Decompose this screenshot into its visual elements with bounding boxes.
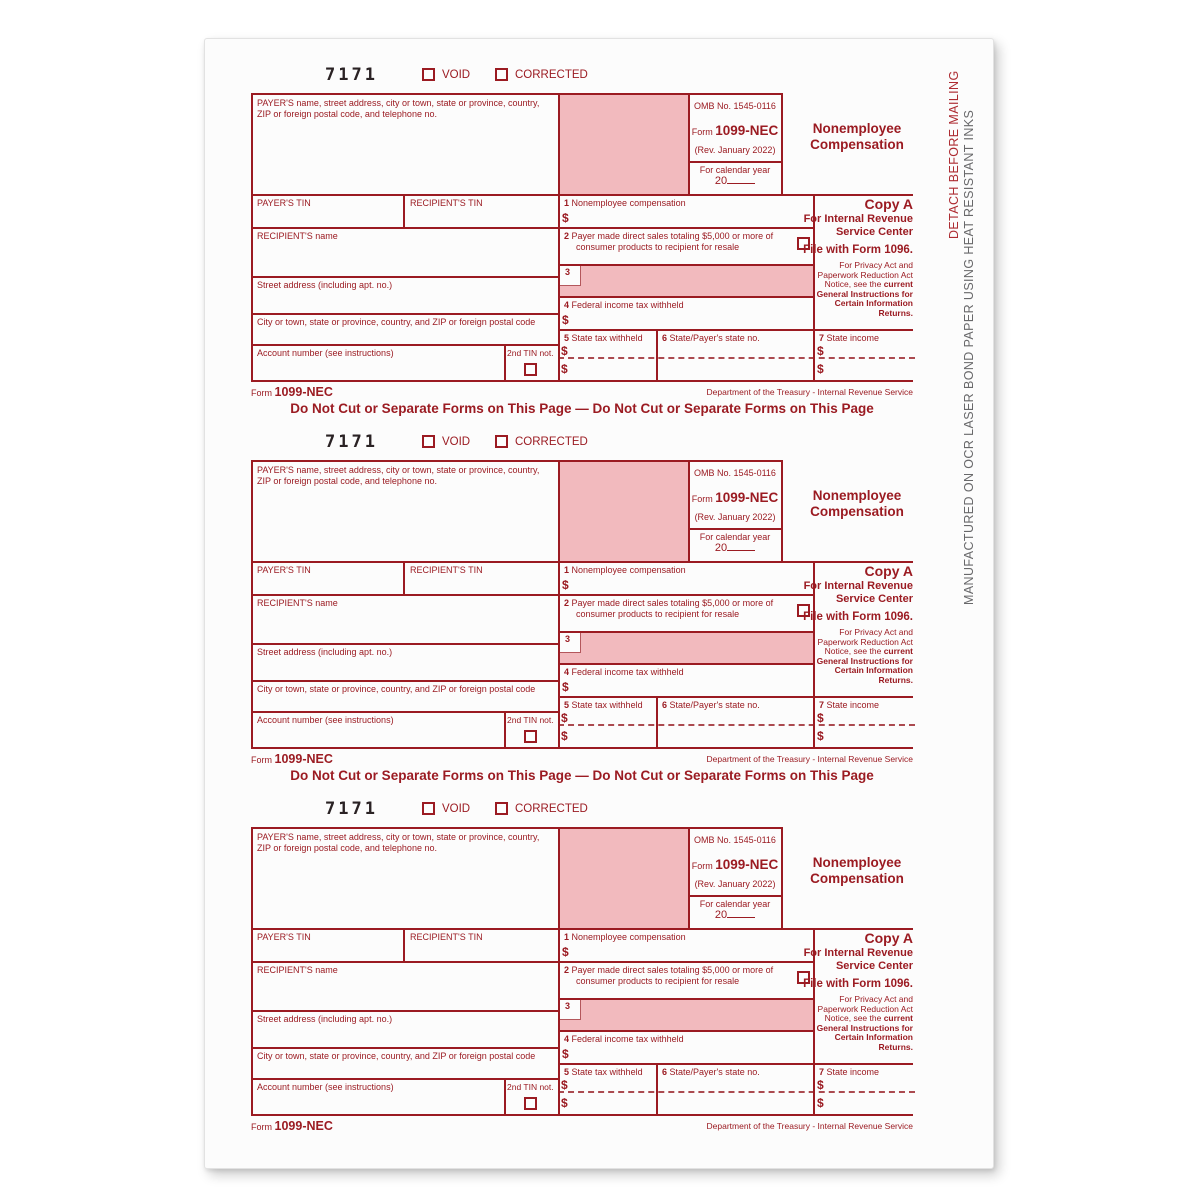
form-number-header xyxy=(688,123,782,138)
box1-number: 1 xyxy=(564,932,570,942)
box3-pink-band xyxy=(558,631,813,663)
footer-form-number: 1099-NEC xyxy=(274,752,333,766)
privacy-act-notice xyxy=(801,261,913,318)
header-pink-box xyxy=(558,827,688,928)
privacy-line3: Notice, see the xyxy=(824,279,884,289)
revision-date: (Rev. January 2022) xyxy=(694,145,776,155)
box5-box6-divider xyxy=(656,329,658,380)
void-checkbox[interactable] xyxy=(422,68,435,81)
box7-dollar-top[interactable]: $ xyxy=(817,1078,824,1092)
box7-dollar-top[interactable]: $ xyxy=(817,711,824,725)
copy-a-line2: Service Center xyxy=(835,593,913,605)
form-number-text: 1099-NEC xyxy=(715,857,779,872)
tin2-checkbox[interactable] xyxy=(524,1097,537,1110)
title-line2: Compensation xyxy=(810,137,904,152)
tin-divider xyxy=(403,928,405,961)
box1-label xyxy=(564,198,686,209)
name-row-bottom xyxy=(251,643,560,645)
box6-label xyxy=(662,1067,760,1078)
box1-text: Nonemployee compensation xyxy=(571,932,686,942)
box4-label xyxy=(564,1034,684,1045)
middle-column-left xyxy=(558,827,560,1114)
city-row-bottom xyxy=(251,344,560,346)
tin2-checkbox[interactable] xyxy=(524,730,537,743)
tin2-label: 2nd TIN not. xyxy=(507,348,554,358)
box5-dollar-top[interactable]: $ xyxy=(561,344,568,358)
box5-label xyxy=(564,700,643,711)
footer-form-number: 1099-NEC xyxy=(274,1119,333,1133)
file-with-1096: File with Form 1096. xyxy=(803,244,913,256)
box7-text: State income xyxy=(826,700,880,710)
city-label: City or town, state or province, country, and ZIP or foreign postal code xyxy=(257,684,536,694)
account-number-label: Account number (see instructions) xyxy=(257,1082,394,1092)
privacy-line2: Paperwork Reduction Act xyxy=(817,1003,913,1014)
box4-label xyxy=(564,300,684,311)
box2-label-line1 xyxy=(564,965,773,976)
border-left xyxy=(251,827,253,1114)
box4-number: 4 xyxy=(564,300,570,310)
do-not-cut-separator: Do Not Cut or Separate Forms on This Page — Do Not Cut or Separate Forms on This Page xyxy=(290,401,874,416)
form-title xyxy=(801,855,913,887)
border-left xyxy=(251,460,253,747)
street-address-label: Street address (including apt. no.) xyxy=(257,1014,393,1024)
form-number-text: 1099-NEC xyxy=(715,490,779,505)
calendar-cell-top xyxy=(688,161,783,163)
box4-text: Federal income tax withheld xyxy=(571,667,684,677)
border-top xyxy=(251,827,783,829)
recipient-name-label: RECIPIENT'S name xyxy=(257,598,338,608)
box1-text: Nonemployee compensation xyxy=(571,565,686,575)
box3-pink-band xyxy=(558,264,813,296)
form-bottom xyxy=(251,380,913,382)
void-checkbox[interactable] xyxy=(422,435,435,448)
void-label: VOID xyxy=(442,69,471,81)
title-line2: Compensation xyxy=(810,504,904,519)
box1-number: 1 xyxy=(564,198,570,208)
box2-bottom xyxy=(558,264,815,266)
box7-label xyxy=(819,333,879,344)
box7-number: 7 xyxy=(819,1067,825,1077)
account-number-label: Account number (see instructions) xyxy=(257,348,394,358)
recipient-name-label: RECIPIENT'S name xyxy=(257,965,338,975)
box5-number: 5 xyxy=(564,333,570,343)
box3-number: 3 xyxy=(565,267,571,277)
box4-dollar-sign[interactable]: $ xyxy=(562,1047,569,1061)
corrected-label: CORRECTED xyxy=(515,803,588,815)
tin2-cell-divider xyxy=(504,344,506,380)
copy-a-title: Copy A xyxy=(864,563,913,579)
calendar-year-blank[interactable] xyxy=(727,917,755,918)
box5-dollar-top[interactable]: $ xyxy=(561,711,568,725)
state-row-dashed-divider xyxy=(558,724,915,726)
street-row-bottom xyxy=(251,313,560,315)
form-1099-nec-copy xyxy=(205,430,993,790)
state-row-dashed-divider xyxy=(558,357,915,359)
box7-dollar-bottom[interactable]: $ xyxy=(817,362,824,376)
corrected-label: CORRECTED xyxy=(515,436,588,448)
tin-divider xyxy=(403,194,405,227)
privacy-line5: Certain Information xyxy=(834,1032,913,1042)
calendar-year-20: 20 xyxy=(714,909,728,921)
box2-text-1: Payer made direct sales totaling $5,000 or more of xyxy=(571,231,774,241)
form-number-text: 1099-NEC xyxy=(715,123,779,138)
form-bottom xyxy=(251,747,913,749)
box4-number: 4 xyxy=(564,1034,570,1044)
form-bottom xyxy=(251,1114,913,1116)
revision-date: (Rev. January 2022) xyxy=(694,879,776,889)
title-line2: Compensation xyxy=(810,871,904,886)
privacy-line4: General Instructions for xyxy=(816,1022,913,1033)
copy-a-destination xyxy=(803,580,913,606)
box5-box6-divider xyxy=(656,1063,658,1114)
box4-number: 4 xyxy=(564,667,570,677)
footer-department: Department of the Treasury - Internal Revenue Service xyxy=(706,754,913,764)
footer-form-word: Form xyxy=(251,755,272,765)
payer-tin-label: PAYER'S TIN xyxy=(257,932,311,942)
manufactured-ocr-paper-vertical-text: MANUFACTURED ON OCR LASER BOND PAPER USING HEAT RESISTANT INKS xyxy=(962,109,976,605)
box4-dollar-sign[interactable]: $ xyxy=(562,680,569,694)
account-number-label: Account number (see instructions) xyxy=(257,715,394,725)
form-word: Form xyxy=(691,861,713,871)
recipient-tin-label: RECIPIENT'S TIN xyxy=(410,198,483,208)
box2-number: 2 xyxy=(564,598,570,608)
box3-number: 3 xyxy=(565,1001,571,1011)
box2-label-line2: consumer products to recipient for resale xyxy=(576,976,740,986)
border-left xyxy=(251,93,253,380)
copy-a-destination xyxy=(803,213,913,239)
privacy-line4: General Instructions for xyxy=(816,288,913,299)
payer-name-label: PAYER'S name, street address, city or town, state or province, country, ZIP or foreign postal code, and telephone no. xyxy=(257,832,540,853)
recipient-name-label: RECIPIENT'S name xyxy=(257,231,338,241)
privacy-line6: Returns. xyxy=(878,674,913,685)
copy-a-line1: For Internal Revenue xyxy=(803,213,913,225)
copy-a-line1: For Internal Revenue xyxy=(803,947,913,959)
box1-dollar-sign[interactable]: $ xyxy=(562,945,569,959)
detach-before-mailing-vertical-text: DETACH BEFORE MAILING xyxy=(947,70,961,239)
header-pink-box xyxy=(558,93,688,194)
box2-text-1: Payer made direct sales totaling $5,000 or more of xyxy=(571,965,774,975)
border-top xyxy=(251,460,783,462)
file-with-1096: File with Form 1096. xyxy=(803,978,913,990)
privacy-line6: Returns. xyxy=(878,307,913,318)
form-title xyxy=(801,488,913,520)
file-with-1096: File with Form 1096. xyxy=(803,611,913,623)
form-sheet-paper xyxy=(204,38,994,1169)
calendar-year-label: For calendar year xyxy=(699,899,771,909)
title-line1: Nonemployee xyxy=(812,488,902,503)
omb-number: OMB No. 1545-0116 xyxy=(694,468,776,478)
privacy-line5: Certain Information xyxy=(834,665,913,675)
form-word: Form xyxy=(691,127,713,137)
recipient-tin-label: RECIPIENT'S TIN xyxy=(410,932,483,942)
header-pink-box xyxy=(558,460,688,561)
box2-text-1: Payer made direct sales totaling $5,000 or more of xyxy=(571,598,774,608)
box3-pink-band xyxy=(558,998,813,1030)
tin2-label: 2nd TIN not. xyxy=(507,715,554,725)
box5-text: State tax withheld xyxy=(571,700,643,710)
privacy-line5: Certain Information xyxy=(834,298,913,308)
payer-name-label: PAYER'S name, street address, city or town, state or province, country, ZIP or foreign postal code, and telephone no. xyxy=(257,465,540,486)
copy-a-line2: Service Center xyxy=(835,226,913,238)
box2-bottom xyxy=(558,631,815,633)
box5-dollar-bottom[interactable]: $ xyxy=(561,729,568,743)
copy-a-destination xyxy=(803,947,913,973)
middle-column-left xyxy=(558,460,560,747)
form-number-header xyxy=(688,490,782,505)
form-code-7171: 7171 xyxy=(325,799,378,819)
calendar-year-blank[interactable] xyxy=(727,550,755,551)
title-line1: Nonemployee xyxy=(812,855,902,870)
box7-dollar-bottom[interactable]: $ xyxy=(817,1096,824,1110)
calendar-year-value xyxy=(688,542,782,554)
omb-number: OMB No. 1545-0116 xyxy=(694,835,776,845)
void-checkbox[interactable] xyxy=(422,802,435,815)
box5-text: State tax withheld xyxy=(571,1067,643,1077)
box7-dollar-bottom[interactable]: $ xyxy=(817,729,824,743)
box3-number: 3 xyxy=(565,634,571,644)
copy-a-line2: Service Center xyxy=(835,960,913,972)
box5-box6-divider xyxy=(656,696,658,747)
privacy-line6: Returns. xyxy=(878,1041,913,1052)
calendar-year-value xyxy=(688,175,782,187)
payer-tin-label: PAYER'S TIN xyxy=(257,198,311,208)
privacy-line3: Notice, see the xyxy=(824,646,884,656)
calendar-year-value xyxy=(688,909,782,921)
form-word: Form xyxy=(691,494,713,504)
footer-form-word: Form xyxy=(251,388,272,398)
street-row-bottom xyxy=(251,1047,560,1049)
city-label: City or town, state or province, country, and ZIP or foreign postal code xyxy=(257,317,536,327)
footer-department: Department of the Treasury - Internal Revenue Service xyxy=(706,387,913,397)
box2-label-line2: consumer products to recipient for resale xyxy=(576,609,740,619)
tin-row-bottom xyxy=(251,961,815,963)
box1-number: 1 xyxy=(564,565,570,575)
privacy-line1: For Privacy Act and xyxy=(839,627,913,637)
privacy-line3-bold: current xyxy=(883,646,913,656)
box4-bottom xyxy=(558,696,913,698)
void-label: VOID xyxy=(442,436,471,448)
corrected-label: CORRECTED xyxy=(515,69,588,81)
tin-row-bottom xyxy=(251,594,815,596)
privacy-line1: For Privacy Act and xyxy=(839,994,913,1004)
box6-number: 6 xyxy=(662,700,668,710)
box7-dollar-top[interactable]: $ xyxy=(817,344,824,358)
corrected-checkbox[interactable] xyxy=(495,802,508,815)
box1-label xyxy=(564,932,686,943)
copy-a-title: Copy A xyxy=(864,196,913,212)
title-line1: Nonemployee xyxy=(812,121,902,136)
box6-text: State/Payer's state no. xyxy=(669,333,760,343)
form-1099-nec-copy xyxy=(205,797,993,1157)
privacy-act-notice xyxy=(801,995,913,1052)
footer-form-id xyxy=(251,385,333,399)
calendar-cell-top xyxy=(688,528,783,530)
box4-bottom xyxy=(558,1063,913,1065)
box2-number: 2 xyxy=(564,965,570,975)
privacy-line2: Paperwork Reduction Act xyxy=(817,269,913,280)
street-row-bottom xyxy=(251,680,560,682)
street-address-label: Street address (including apt. no.) xyxy=(257,280,393,290)
form-1099-nec-copy xyxy=(205,63,993,423)
name-row-bottom xyxy=(251,1010,560,1012)
box3-bottom xyxy=(558,663,815,665)
tin2-checkbox[interactable] xyxy=(524,363,537,376)
box7-text: State income xyxy=(826,1067,880,1077)
box4-bottom xyxy=(558,329,913,331)
city-row-bottom xyxy=(251,711,560,713)
form-title xyxy=(801,121,913,153)
box2-number: 2 xyxy=(564,231,570,241)
border-top xyxy=(251,93,783,95)
privacy-line3-bold: current xyxy=(883,1013,913,1023)
calendar-year-blank[interactable] xyxy=(727,183,755,184)
footer-form-id xyxy=(251,1119,333,1133)
box5-dollar-bottom[interactable]: $ xyxy=(561,362,568,376)
void-label: VOID xyxy=(442,803,471,815)
calendar-year-label: For calendar year xyxy=(699,532,771,542)
footer-department: Department of the Treasury - Internal Revenue Service xyxy=(706,1121,913,1131)
privacy-line3-bold: current xyxy=(883,279,913,289)
box4-text: Federal income tax withheld xyxy=(571,1034,684,1044)
box5-number: 5 xyxy=(564,1067,570,1077)
box2-label-line2: consumer products to recipient for resale xyxy=(576,242,740,252)
box1-label xyxy=(564,565,686,576)
privacy-line4: General Instructions for xyxy=(816,655,913,666)
box2-bottom xyxy=(558,998,815,1000)
city-label: City or town, state or province, country, and ZIP or foreign postal code xyxy=(257,1051,536,1061)
box7-label xyxy=(819,1067,879,1078)
box5-text: State tax withheld xyxy=(571,333,643,343)
recipient-tin-label: RECIPIENT'S TIN xyxy=(410,565,483,575)
box3-bottom xyxy=(558,296,815,298)
box5-dollar-bottom[interactable]: $ xyxy=(561,1096,568,1110)
box1-dollar-sign[interactable]: $ xyxy=(562,211,569,225)
tin2-cell-divider xyxy=(504,711,506,747)
box6-number: 6 xyxy=(662,333,668,343)
footer-form-id xyxy=(251,752,333,766)
box3-bottom xyxy=(558,1030,815,1032)
do-not-cut-separator: Do Not Cut or Separate Forms on This Page — Do Not Cut or Separate Forms on This Page xyxy=(290,768,874,783)
box6-label xyxy=(662,333,760,344)
form-code-7171: 7171 xyxy=(325,432,378,452)
payer-name-label: PAYER'S name, street address, city or town, state or province, country, ZIP or foreign postal code, and telephone no. xyxy=(257,98,540,119)
privacy-line3: Notice, see the xyxy=(824,1013,884,1023)
box6-label xyxy=(662,700,760,711)
copy-a-line1: For Internal Revenue xyxy=(803,580,913,592)
box7-label xyxy=(819,700,879,711)
form-number-header xyxy=(688,857,782,872)
box6-number: 6 xyxy=(662,1067,668,1077)
revision-date: (Rev. January 2022) xyxy=(694,512,776,522)
box5-dollar-top[interactable]: $ xyxy=(561,1078,568,1092)
privacy-line2: Paperwork Reduction Act xyxy=(817,636,913,647)
middle-column-left xyxy=(558,93,560,380)
box7-text: State income xyxy=(826,333,880,343)
name-row-bottom xyxy=(251,276,560,278)
box6-text: State/Payer's state no. xyxy=(669,700,760,710)
box1-dollar-sign[interactable]: $ xyxy=(562,578,569,592)
box6-text: State/Payer's state no. xyxy=(669,1067,760,1077)
box5-label xyxy=(564,333,643,344)
box4-label xyxy=(564,667,684,678)
box1-text: Nonemployee compensation xyxy=(571,198,686,208)
calendar-year-20: 20 xyxy=(714,175,728,187)
state-row-dashed-divider xyxy=(558,1091,915,1093)
box7-number: 7 xyxy=(819,700,825,710)
tin2-label: 2nd TIN not. xyxy=(507,1082,554,1092)
box5-label xyxy=(564,1067,643,1078)
box4-text: Federal income tax withheld xyxy=(571,300,684,310)
box5-number: 5 xyxy=(564,700,570,710)
privacy-line1: For Privacy Act and xyxy=(839,260,913,270)
footer-form-word: Form xyxy=(251,1122,272,1132)
box7-number: 7 xyxy=(819,333,825,343)
calendar-cell-top xyxy=(688,895,783,897)
calendar-year-label: For calendar year xyxy=(699,165,771,175)
privacy-act-notice xyxy=(801,628,913,685)
tin-divider xyxy=(403,561,405,594)
tin2-cell-divider xyxy=(504,1078,506,1114)
copy-a-title: Copy A xyxy=(864,930,913,946)
footer-form-number: 1099-NEC xyxy=(274,385,333,399)
city-row-bottom xyxy=(251,1078,560,1080)
tin-row-bottom xyxy=(251,227,815,229)
corrected-checkbox[interactable] xyxy=(495,435,508,448)
box2-label-line1 xyxy=(564,598,773,609)
omb-number: OMB No. 1545-0116 xyxy=(694,101,776,111)
corrected-checkbox[interactable] xyxy=(495,68,508,81)
form-code-7171: 7171 xyxy=(325,65,378,85)
street-address-label: Street address (including apt. no.) xyxy=(257,647,393,657)
box4-dollar-sign[interactable]: $ xyxy=(562,313,569,327)
payer-tin-label: PAYER'S TIN xyxy=(257,565,311,575)
box2-label-line1 xyxy=(564,231,773,242)
calendar-year-20: 20 xyxy=(714,542,728,554)
